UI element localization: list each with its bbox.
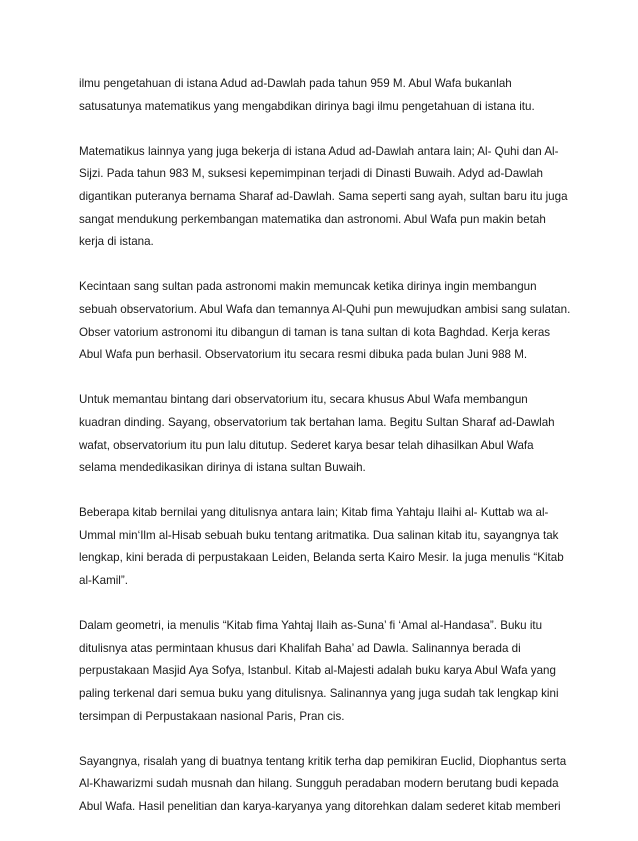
text-line: Al-Khawarizmi sudah musnah dan hilang. Sungguh peradaban modern berutang budi kepada (79, 777, 559, 791)
text-line: al-Kamil”. (79, 574, 128, 588)
document-body (79, 73, 571, 841)
text-line: sebuah observatorium. Abul Wafa dan temannya Al-Quhi pun mewujudkan ambisi sang sulatan. (79, 302, 571, 316)
paragraph-2 (79, 141, 567, 254)
text-line: kerja di istana. (79, 235, 154, 249)
text-line: sangat mendukung perkembangan matematika dan astronomi. Abul Wafa pun makin betah (79, 212, 546, 226)
paragraph-1 (79, 73, 567, 118)
text-line: Abul Wafa pun berhasil. Observatorium itu secara resmi dibuka pada bulan Juni 988 M. (79, 348, 528, 362)
text-line: paling terkenal dari semua buku yang ditulisnya. Salinannya yang juga sudah tak lengkap kini (79, 687, 559, 701)
text-line: Sijzi. Pada tahun 983 M, suksesi kepemimpinan terjadi di Dinasti Buwaih. Adyd ad-Dawlah (79, 167, 543, 181)
text-line: ilmu pengetahuan di istana Adud ad-Dawlah pada tahun 959 M. Abul Wafa bukanlah (79, 77, 512, 90)
paragraph-3 (79, 276, 571, 366)
text-line: perpustakaan Masjid Aya Sofya, Istanbul. Kitab al-Majesti adalah buku karya Abul Wafa yang (79, 664, 556, 678)
text-line: Untuk memantau bintang dari observatorium itu, secara khusus Abul Wafa membangun (79, 393, 528, 407)
text-line: Kecintaan sang sultan pada astronomi makin memuncak ketika dirinya ingin membangun (79, 280, 537, 294)
paragraph-5 (79, 502, 567, 592)
text-line: lengkap, kini berada di perpustakaan Leiden, Belanda serta Kairo Mesir. Ia juga menulis “Kitab (79, 551, 564, 565)
text-line: Ummal min‘Ilm al-Hisab sebuah buku tentang aritmatika. Dua salinan kitab itu, sayangnya tak (79, 528, 559, 542)
paragraph-6 (79, 615, 567, 728)
text-line: Dalam geometri, ia menulis “Kitab fima Yahtaj Ilaih as-Suna’ fi ‘Amal al-Handasa”. Buku itu (79, 619, 543, 633)
paragraph-4 (79, 389, 567, 479)
text-line: kuadran dinding. Sayang, observatorium tak bertahan lama. Begitu Sultan Sharaf ad-Dawlah (79, 415, 555, 429)
text-line: Sayangnya, risalah yang di buatnya tentang kritik terha dap pemikiran Euclid, Diophantus serta (79, 754, 567, 768)
text-line: selama mendedikasikan dirinya di istana sultan Buwaih. (79, 461, 366, 475)
text-line: tersimpan di Perpustakaan nasional Paris, Pran cis. (79, 709, 345, 723)
text-line: Obser vatorium astronomi itu dibangun di taman is tana sultan di kota Baghdad. Kerja keras (79, 325, 551, 339)
text-line: Matematikus lainnya yang juga bekerja di istana Adud ad-Dawlah antara lain; Al- Quhi dan Al- (79, 144, 559, 158)
text-line: satusatunya matematikus yang mengabdikan dirinya bagi ilmu pengetahuan di istana itu. (79, 99, 535, 113)
text-line: ditulisnya atas permintaan khusus dari Khalifah Baha’ ad Dawla. Salinannya berada di (79, 641, 521, 655)
text-line: Abul Wafa. Hasil penelitian dan karya-karyanya yang ditorehkan dalam sederet kitab memberi (79, 800, 561, 813)
text-line: wafat, observatorium itu pun lalu ditutup. Sederet karya besar telah dihasilkan Abul Wafa (79, 438, 534, 452)
text-line: digantikan puteranya bernama Sharaf ad-Dawlah. Sama seperti sang ayah, sultan baru itu juga (79, 189, 568, 203)
paragraph-7 (79, 751, 567, 819)
text-line: Beberapa kitab bernilai yang ditulisnya antara lain; Kitab fima Yahtaju Ilaihi al- Kuttab wa al- (79, 506, 549, 520)
